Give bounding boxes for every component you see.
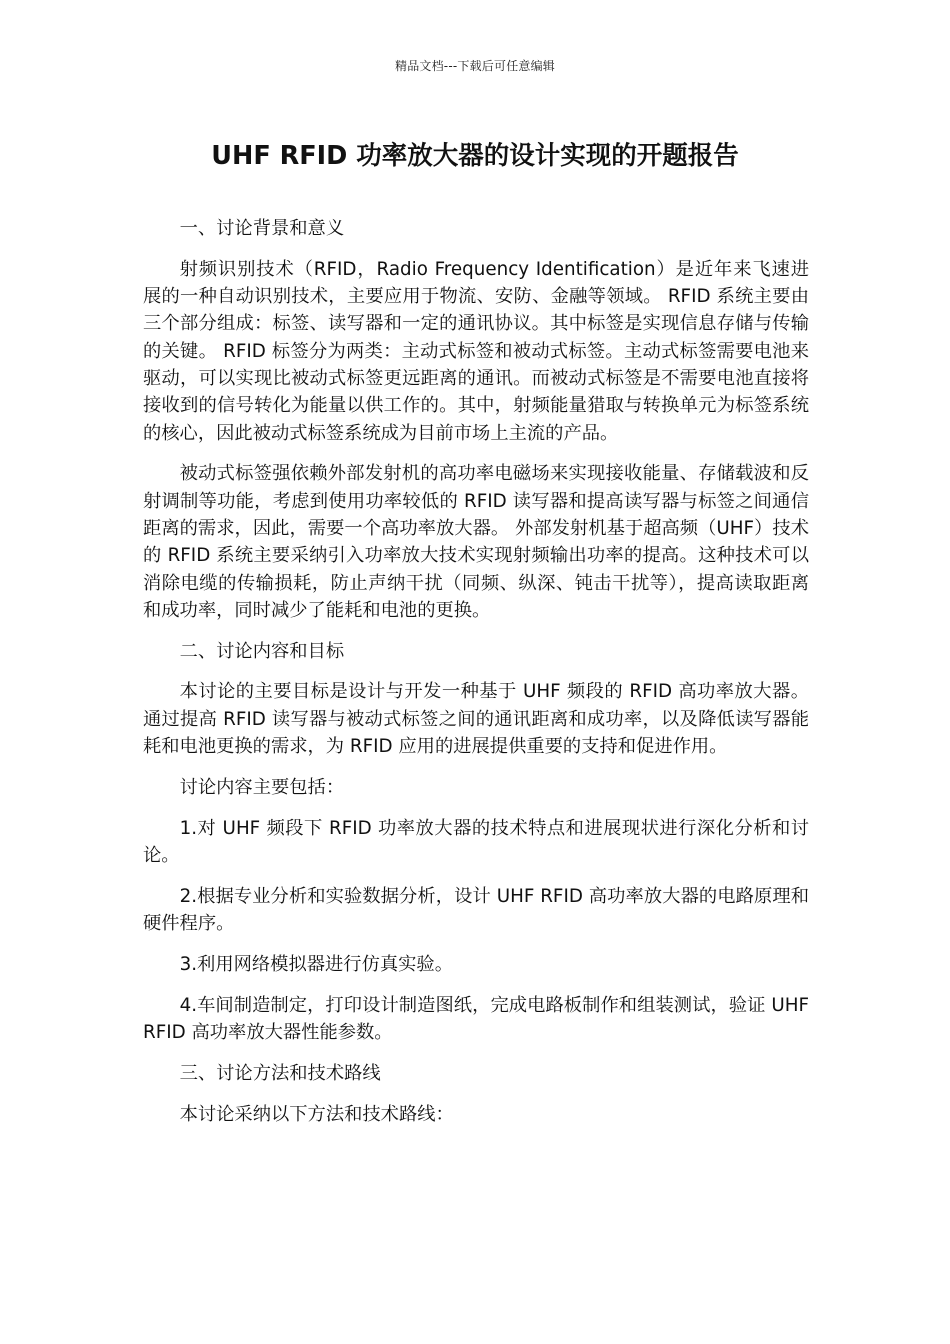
section-heading-content-goals: 二、讨论内容和目标 — [179, 640, 345, 662]
document-body — [143, 215, 809, 1141]
header-note: 精品文档---下载后可任意编辑 — [395, 59, 555, 73]
paragraph-methods-intro: 本讨论采纳以下方法和技术路线： — [179, 1103, 454, 1125]
section-heading-methods: 三、讨论方法和技术路线 — [179, 1062, 381, 1084]
list-item-3: 3.利用网络模拟器进行仿真实验。 — [179, 953, 453, 975]
document-title: UHF RFID 功率放大器的设计实现的开题报告 — [211, 141, 739, 171]
list-item-4: 4.车间制造制定，打印设计制造图纸，完成电路板制作和组装测试，验证 UHF RFID 高功率放大器性能参数。 — [143, 994, 809, 1043]
paragraph-rfid-intro: 射频识别技术（RFID，Radio Frequency Identification）是近年来飞速进展的一种自动识别技术，主要应用于物流、安防、金融等领域。 RFID 系统主要由三个部分组成：标签、读写器和一定的通讯协议。其中标签是实现信息存储与传输的关键。 RFID 标签分为两类：主动式标签和被动式标签。主动式标签需要电池来驱动，可以实现比被动式标签更远距离的通讯。而被动式标签是不需要电池直接将接收到的信号转化为能量以供工作的。其中，射频能量猎取与转换单元为标签系统的核心，因此被动式标签系统成为目前市场上主流的产品。 — [143, 258, 809, 444]
paragraph-main-goal: 本讨论的主要目标是设计与开发一种基于 UHF 频段的 RFID 高功率放大器。通过提高 RFID 读写器与被动式标签之间的通讯距离和成功率，以及降低读写器能耗和电池更换的需求，为 RFID 应用的进展提供重要的支持和促进作用。 — [143, 681, 809, 758]
paragraph-content-intro: 讨论内容主要包括： — [179, 776, 345, 798]
list-item-1: 1.对 UHF 频段下 RFID 功率放大器的技术特点和进展现状进行深化分析和讨论。 — [143, 817, 809, 866]
paragraph-passive-tags: 被动式标签强依赖外部发射机的高功率电磁场来实现接收能量、存储载波和反射调制等功能，考虑到使用功率较低的 RFID 读写器和提高读写器与标签之间通信距离的需求，因此，需要一个高功率放大器。 外部发射机基于超高频（UHF）技术的 RFID 系统主要采纳引入功率放大技术实现射频输出功率的提高。这种技术可以消除电缆的传输损耗，防止声纳干扰（同频、纵深、钝击干扰等），提高读取距离和成功率，同时减少了能耗和电池的更换。 — [143, 463, 809, 621]
section-heading-background: 一、讨论背景和意义 — [179, 218, 345, 239]
list-item-2: 2.根据专业分析和实验数据分析，设计 UHF RFID 高功率放大器的电路原理和硬件程序。 — [143, 885, 809, 935]
